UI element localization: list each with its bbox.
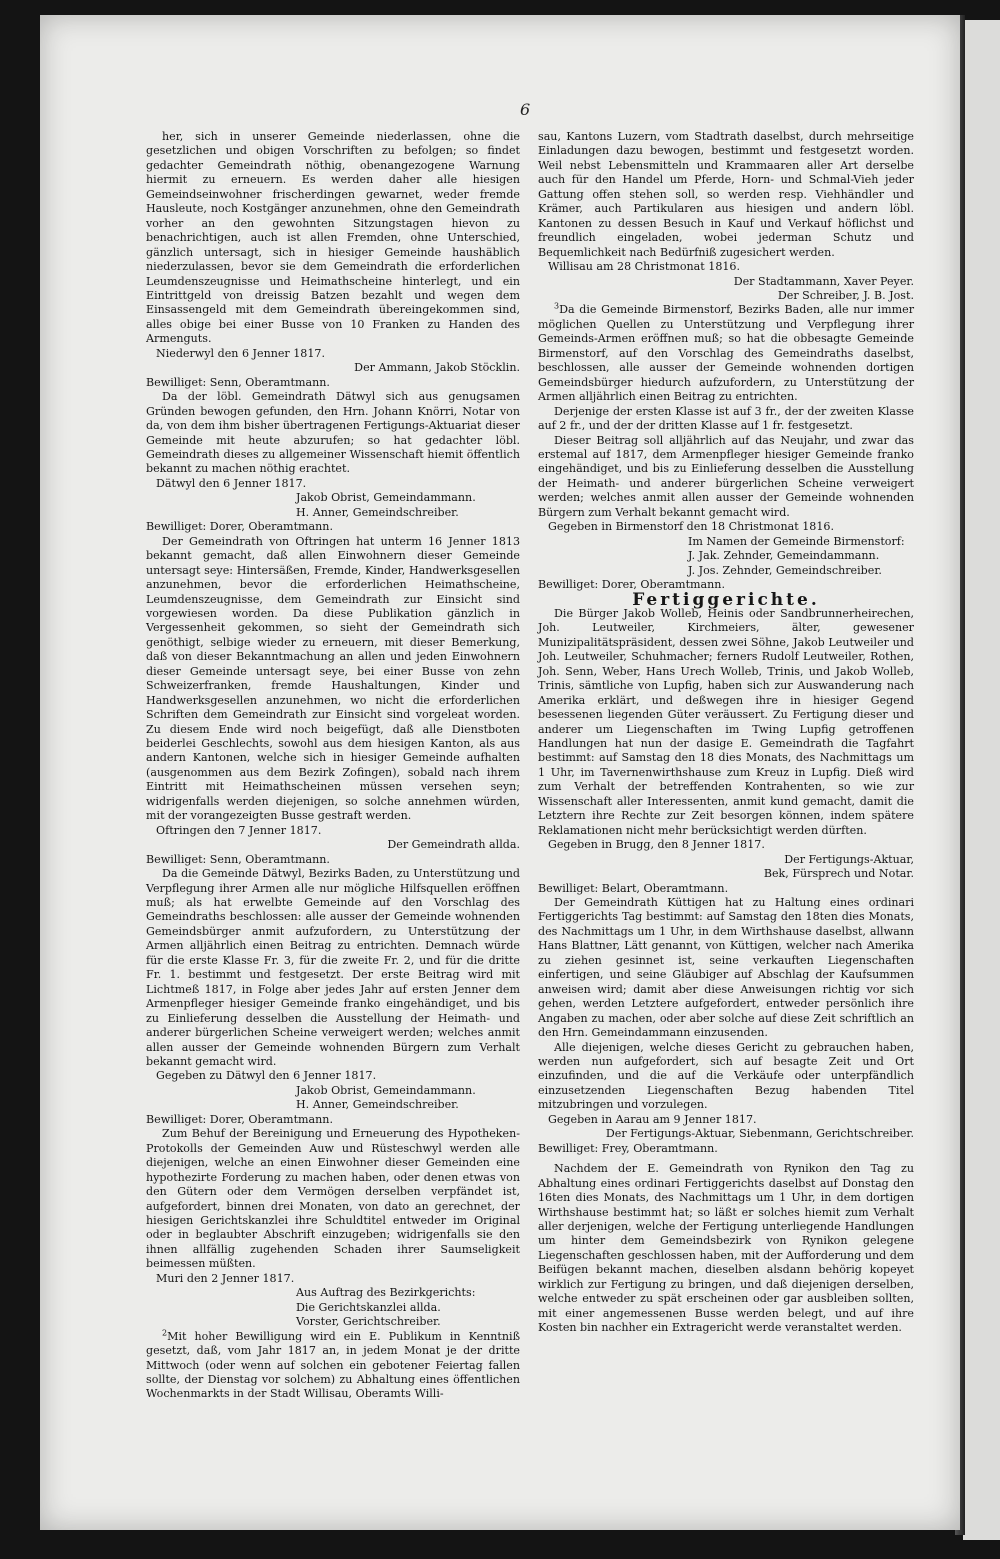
notice-paragraph [538,607,914,838]
place-date-line [538,1113,914,1127]
signature-line [538,549,914,563]
paragraph-text: Da die Gemeinde Birmenstorf, Bezirks Baden, alle nur immer möglichen Quellen zu Unterstützung und Verpflegung ihrer Gemeinds-Armen eröffnen muß; so hat die obbesagte Gemeinde Birmenstorf, auf den Vorschlag des Gemeindraths daselbst, beschlossen, alle ausser der Gemeinde wohnenden dortigen Gemeindsbürger hiedurch aufzufordern, zu Unterstützung der Armen alljährlich einen Beitrag zu entrichten. [538,303,914,404]
notice-paragraph [146,1127,520,1272]
notice-paragraph [146,535,520,824]
next-page-edge [963,20,1000,1540]
notice-number: 2 [162,1327,168,1337]
paragraph-text: Bewilliget: Senn, Oberamtmann. [146,852,330,866]
paragraph-text: J. Jos. Zehnder, Gemeindschreiber. [688,563,882,577]
paragraph-text: Vorster, Gerichtschreiber. [296,1315,441,1329]
place-date-line [146,477,520,491]
signature-line [146,838,520,852]
paragraph-text: Die Gerichtskanzlei allda. [296,1300,441,1314]
approval-line [538,1142,914,1156]
paragraph-text: Der Stadtammann, Xaver Peyer. [733,274,914,288]
paragraph-text: Der Gemeindrath Küttigen hat zu Haltung eines ordinari Fertiggerichts Tag bestimmt: auf Samstag den 18ten dies Monats, des Nachmittags um 1 Uhr, in dem Wirthshause daselbst, allwann Hans Blattner, Lätt genannt, von Küttigen, welcher nach Amerika zu ziehen gesinnet ist, seine verkauften Liegenschaften einfertigen, und seine Gläubiger auf Abschlag der Kaufsummen anweisen wird; damit aber diese Anweisungen richtig vor sich gehen, werden Letztere aufgefordert, entweder persönlich ihre Angaben zu machen, oder aber solche auf diese Zeit schriftlich an den Hrn. Gemeindammann einzusenden. [538,896,914,1040]
place-date-line [146,1272,520,1286]
signature-line [538,275,914,289]
place-date-line [538,838,914,852]
paragraph-text: Der Fertigungs-Aktuar, Siebenmann, Gerichtschreiber. [605,1127,914,1141]
paragraph-text: Der Gemeindrath von Oftringen hat unterm 16 Jenner 1813 bekannt gemacht, daß allen Einwohnern dieser Gemeinde untersagt seye: Hintersäßen, Fremde, Kinder, Handwerksgesellen anzunehmen, bevor die erforderlichen Heimathscheine, Leumdenszeugnisse, dem Gemeindrath zur Einsicht sind vorgewiesen worden. Da diese Publikation gänzlich in Vergessenheit gekommen, so sieht der Gemeindrath sich genöthigt, selbige wieder zu erneuern, mit dieser Bemerkung, daß von dieser Bekanntmachung an allen und jeden Einwohnern dieser Gemeinde untersagt seye, bei einer Busse von zehn Schweizerfranken, fremde Haushaltungen, Kinder und Handwerksgesellen anzunehmen, wo nicht die erforderlichen Schriften dem Gemeindrath zur Einsicht sind vorgeleat worden. Zu diesem Ende wird noch beigefügt, daß alle Dienstboten beiderlei Geschlechts, sowohl aus dem hiesigen Kanton, als aus andern Kantonen, welche sich in hiesiger Gemeinde aufhalten (ausgenommen aus dem Bezirk Zofingen), sobald nach ihrem Eintritt mit Heimathscheinen müssen versehen seyn; widrigenfalls werden diejenigen, so solche annehmen würden, mit der vorangezeigten Busse gestraft werden. [146,534,520,823]
signature-line [538,535,914,549]
signature-line [538,564,914,578]
paragraph-text: Niederwyl den 6 Jenner 1817. [156,346,326,360]
signature-line [538,853,914,867]
paragraph-text: Nachdem der E. Gemeindrath von Rynikon den Tag zu Abhaltung eines ordinari Fertiggerichts daselbst auf Donstag den 16ten dies Monats, des Nachmittags um 1 Uhr, in dem dortigen Wirthshause bestimmt hat; so läßt er solches hiemit zum Verhalt aller derjenigen, welche der Fertigung unterliegende Handlungen um hinter dem Gemeindsbezirk von Rynikon gelegene Liegenschaften geschlossen haben, mit der Aufforderung und dem Beifügen bekannt machen, dieselben alsdann behörig kopeyet wirklich zur Fertigung zu bringen, und daß diejenigen derselben, welche entweder zu spät erscheinen oder gar ausbleiben sollten, mit einer angemessenen Busse werden belegt, und auf ihre Kosten bin nachher ein Extragericht werde veranstaltet werden. [538,1162,914,1335]
signature-line [146,506,520,520]
place-date-line [146,347,520,361]
paragraph-text: Gegeben in Brugg, den 8 Jenner 1817. [548,838,765,852]
notice-paragraph [146,867,520,1069]
paragraph-text: Oftringen den 7 Jenner 1817. [156,823,322,837]
paragraph-text: Gegeben in Aarau am 9 Jenner 1817. [548,1112,757,1126]
notice-paragraph [146,390,520,477]
paragraph-text: Bewilliget: Frey, Oberamtmann. [538,1141,718,1155]
paragraph-text: Alle diejenigen, welche dieses Gericht zu gebrauchen haben, werden nun aufgefordert, sich auf besagte Zeit und Ort einzufinden, und die auf die Verkäufe oder unterpfändlich einzusetzenden Liegenschaften Bezug habenden Titel mitzubringen und vorzulegen. [538,1040,914,1112]
paragraph-text: Dätwyl den 6 Jenner 1817. [156,476,307,490]
paragraph-text: Bewilliget: Dorer, Oberamtmann. [146,1112,333,1126]
signature-line [146,1098,520,1112]
left-column [146,130,520,1402]
paragraph-text: Gegeben zu Dätwyl den 6 Jenner 1817. [156,1069,377,1083]
signature-line [146,1301,520,1315]
paragraph-text: Gegeben in Birmenstorf den 18 Christmonat 1816. [548,520,834,534]
paragraph-text: Da die Gemeinde Dätwyl, Bezirks Baden, zu Unterstützung und Verpflegung ihrer Armen alle nur mögliche Hilfsquellen eröffnen muß; als hat erwelbte Gemeinde auf den Vorschlag des Gemeindraths beschlossen: alle ausser der Gemeinde wohnenden Gemeindsbürger anmit aufzufordern, zu Unterstützung der Armen alljährlich einen Beitrag zu entrichten. Demnach würde für die erste Klasse Fr. 3, für die zweite Fr. 2, und für die dritte Fr. 1. bestimmt und festgesetzt. Der erste Beitrag wird mit Lichtmeß 1817, in Folge aber jedes Jahr auf ersten Jenner dem Armenpfleger hiesiger Gemeinde franko eingehändiget, und bis zu Einlieferung desselben die Ausstellung der Heimath- und anderer bürgerlichen Scheine verweigert werden; welches anmit allen ausser der Gemeinde wohnenden Bürgern zum Verhalt bekannt gemacht wird. [146,867,520,1068]
signature-line [538,867,914,881]
page-number: 6 [520,100,531,119]
notice-paragraph [538,405,914,434]
paragraph-text: Bewilliget: Dorer, Oberamtmann. [146,520,333,534]
paragraph-text: Bewilliget: Senn, Oberamtmann. [146,375,330,389]
signature-line [146,1286,520,1300]
paragraph-text: J. Jak. Zehnder, Gemeindammann. [688,549,880,563]
notice-paragraph [538,303,914,404]
paragraph-text: Zum Behuf der Bereinigung und Erneuerung des Hypotheken-Protokolls der Gemeinden Auw und Rüsteschwyl werden alle diejenigen, welche an einen Einwohner dieser Gemeinden eine hypothezirte Forderung zu machen haben, oder denen etwas von den Gütern oder dem Vermögen derselben verpfändet ist, aufgefordert, binnen drei Monaten, von dato an gerechnet, der hiesigen Gerichtskanzlei ihre Schuldtitel entweder im Original oder in beglaubter Abschrift einzugeben; widrigenfalls sie den ihnen allfällig zugehenden Schaden ihrer Saumseligkeit beimessen müßten. [146,1127,520,1271]
notice-number: 3 [554,301,560,311]
paragraph-text: Aus Auftrag des Bezirkgerichts: [296,1286,476,1300]
paragraph-text: Willisau am 28 Christmonat 1816. [548,260,741,274]
paragraph-text: Die Bürger Jakob Wolleb, Heinis oder Sandbrunnerheirechen, Joh. Leutweiler, Kirchmeiers, älter, gewesener Munizipalitätspräsident, dessen zwei Söhne, Jakob Leutweiler und Joh. Leutweiler, Schuhmacher; ferners Rudolf Leutweiler, Rothen, Joh. Senn, Weber, Hans Urech Wolleb, Trinis, und Jakob Wolleb, Trinis, sämtliche von Lupfig, haben sich zur Auswanderung nach Amerika erklärt, und deßwegen ihre in hiesiger Gegend besessenen liegenden Güter veräussert. Zu Fertigung dieser und anderer um Liegenschaften im Twing Lupfig getroffenen Handlungen hat nun der dasige E. Gemeindrath die Tagfahrt bestimmt: auf Samstag den 18 dies Monats, des Nachmittags um 1 Uhr, im Tavernenwirthshause zum Kreuz in Lupfig. Dieß wird zum Verhalt der betreffenden Kontrahenten, so wie zur Wissenschaft aller Interessenten, anmit kund gemacht, damit die Letztern ihre Rechte zur Zeit besorgen können, indem spätere Reklamationen nicht mehr berücksichtigt werden dürften. [538,606,914,837]
paragraph-text: her, sich in unserer Gemeinde niederlassen, ohne die gesetzlichen und obigen Vorschriften zu befolgen; so findet gedachter Gemeindrath nöthig, obenangezogene Warnung hiermit zu erneuern. Es werden daher alle hiesigen Gemeindseinwohner frischerdingen gewarnet, weder fremde Hausleute, noch Kostgänger anzunehmen, ohne den Gemeindrath vorher an den gewohnten Sitzungstagen hievon zu benachrichtigen, auch ist allen Fremden, ohne Unterschied, gänzlich untersagt, sich in hiesiger Gemeinde haushäblich niederzulassen, bevor sie dem Gemeindrath die erforderlichen Leumdenszeugnisse und Heimathscheine hinterlegt, und ein Eintrittgeld von dreissig Batzen bezahlt und wegen dem Einsassengeld mit dem Gemeindrath übereingekommen sind, alles obige bei einer Busse von 10 Franken zu Handen des Armenguts. [146,130,520,346]
place-date-line [538,520,914,534]
approval-line [146,520,520,534]
paragraph-text: Bewilliget: Belart, Oberamtmann. [538,881,729,895]
paragraph-text: Dieser Beitrag soll alljährlich auf das Neujahr, und zwar das erstemal auf 1817, dem Armenpfleger hiesiger Gemeinde franko eingehändiget, und bis zu Einlieferung desselben die Ausstellung der Heimath- und anderer bürgerlichen Scheine verweigert werden; welches anmit allen ausser der Gemeinde wohnenden Bürgern zum Verhalt bekannt gemacht wird. [538,433,914,519]
paragraph-text: H. Anner, Gemeindschreiber. [296,505,459,519]
paragraph-text: Der Schreiber, J. B. Jost. [777,288,914,302]
paragraph-text: Jakob Obrist, Gemeindammann. [296,1083,476,1097]
approval-line [538,882,914,896]
paragraph-text: Der Ammann, Jakob Stöcklin. [354,361,520,375]
signature-line [538,289,914,303]
signature-line [146,361,520,375]
section-heading [538,589,914,610]
notice-paragraph [538,1041,914,1113]
continued-paragraph [538,130,914,260]
approval-line [146,1113,520,1127]
paragraph-text: Bek, Fürsprech und Notar. [763,867,914,881]
signature-line [146,1084,520,1098]
approval-line [146,853,520,867]
paragraph-text: Der Fertigungs-Aktuar, [784,852,914,866]
right-column [538,130,914,1336]
paragraph-text: Mit hoher Bewilligung wird ein E. Publikum in Kenntniß gesetzt, daß, vom Jahr 1817 an, in jedem Monat je der dritte Mittwoch (oder wenn auf solchen ein gebotener Feiertag fallen sollte, der Dienstag vor solchem) zu Abhaltung eines öffentlichen Wochenmarkts in der Stadt Willisau, Oberamts Willi- [146,1329,520,1401]
notice-paragraph [538,1162,914,1335]
paragraph-text: Jakob Obrist, Gemeindammann. [296,491,476,505]
paragraph-text: H. Anner, Gemeindschreiber. [296,1098,459,1112]
paragraph-text: Muri den 2 Jenner 1817. [156,1271,295,1285]
notice-paragraph [538,434,914,521]
paragraph-text: Bewilliget: Dorer, Oberamtmann. [538,578,725,592]
paragraph-text: Da der löbl. Gemeindrath Dätwyl sich aus genugsamen Gründen bewogen gefunden, den Hrn. Johann Knörri, Notar von da, von dem ihm bisher übertragenen Fertigungs-Aktuariat dieser Gemeinde mit heute abzurufen; so hat gedachter löbl. Gemeindrath dieses zu allgemeiner Wissenschaft hiemit öffentlich bekannt zu machen nöthig erachtet. [146,390,520,476]
signature-line [146,491,520,505]
paragraph-text: Im Namen der Gemeinde Birmenstorf: [688,534,905,548]
paragraph-text: sau, Kantons Luzern, vom Stadtrath daselbst, durch mehrseitige Einladungen dazu bewogen, bestimmt und festgesetzt worden. Weil nebst Lebensmitteln und Krammaaren aller Art derselbe auch für den Handel um Pferde, Horn- und Schmal-Vieh jeder Gattung offen stehen soll, so werden resp. Viehhändler und Krämer, auch Partikularen aus hiesigen und andern löbl. Kantonen zu dessen Besuch in Kauf und Verkauf höflichst und freundlich eingeladen, wobei jederman Schutz und Bequemlichkeit nach Bedürfniß zugesichert werden. [538,130,914,259]
signature-line [146,1315,520,1329]
signature-line [538,1127,914,1141]
approval-line [146,376,520,390]
place-date-line [538,260,914,274]
place-date-line [146,1069,520,1083]
notice-paragraph [538,896,914,1041]
paragraph-text: Derjenige der ersten Klasse ist auf 3 fr., der der zweiten Klasse auf 2 fr., und der der dritten Klasse auf 1 fr. festgesetzt. [538,404,914,433]
notice-paragraph [146,130,520,347]
paragraph-text: Der Gemeindrath allda. [387,838,520,852]
paragraph-text: Fertiggerichte. [632,589,820,610]
place-date-line [146,824,520,838]
notice-paragraph [146,1327,520,1402]
